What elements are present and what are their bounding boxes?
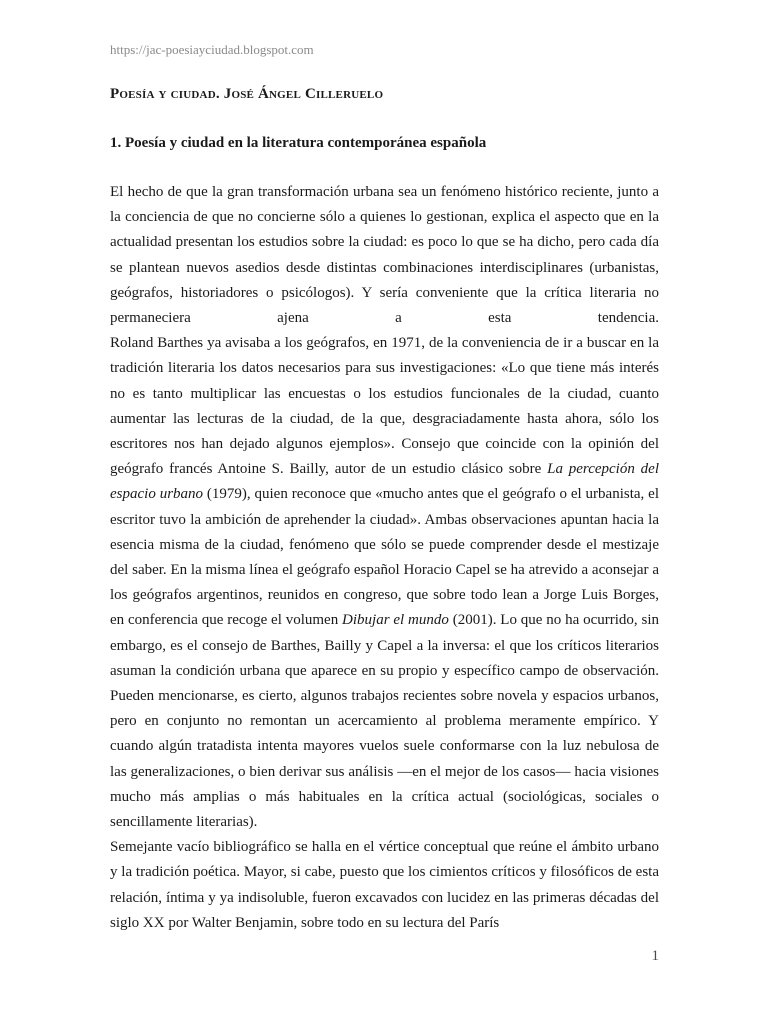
body-text xyxy=(110,180,659,936)
page-number: 1 xyxy=(651,948,659,964)
paragraph-2-text: Roland Barthes ya avisaba a los geógrafos, en 1971, de la conveniencia de ir a buscar en la tradición literaria los datos necesarios para sus investigaciones: «Lo que tiene más interés no es tanto multiplicar las encuestas o los estudios funcionales de la ciudad, cuanto aumentar las lecturas de la ciudad, de la que, desgraciadamente hasta ahora, sólo los escritores nos han dejado algunos ejemplos». Consejo que coincide con la opinión del geógrafo francés Antoine S. Bailly, autor de un estudio clásico sobre xyxy=(110,335,659,478)
source-url[interactable]: https://jac-poesiayciudad.blogspot.com xyxy=(110,42,314,57)
paragraph-1: El hecho de que la gran transformación urbana sea un fenómeno histórico reciente, junto a la conciencia de que no concierne sólo a quienes lo gestionan, explica el aspecto que en la actualidad presentan los estudios sobre la ciudad: es poco lo que se ha dicho, pero cada día se plantean nuevos asedios desde distintas combinaciones interdisciplinares (urbanistas, geógrafos, historiadores o psicólogos). Y sería conveniente que la crítica literaria no permaneciera ajena a esta tendencia. xyxy=(110,184,659,327)
book-title-percepcion: La percepción del espacio urbano xyxy=(110,461,659,503)
paragraph-2-text: (2001). Lo que no ha ocurrido, sin embargo, es el consejo de Barthes, Bailly y Capel a la inversa: el que los críticos literarios asuman la condición urbana que aparece en su propio y específico campo de observación. Pueden mencionarse, es cierto, algunos trabajos recientes sobre novela y espacios urbanos, pero en conjunto no remontan un acercamiento al problema meramente empírico. Y cuando algún tratadista intenta mayores vuelos suele conformarse con la luz nebulosa de las generalizaciones, o bien derivar sus análisis —en el mejor de los casos— hacia visiones mucho más amplias o más habituales en la crítica actual (sociológicas, sociales o sencillamente literarias). xyxy=(110,612,659,831)
paragraph-3: Semejante vacío bibliográfico se halla en el vértice conceptual que reúne el ámbito urbano y la tradición poética. Mayor, si cabe, puesto que los cimientos críticos y filosóficos de esta relación, íntima y ya indisoluble, fueron excavados con lucidez en las primeras décadas del siglo XX por Walter Benjamin, sobre todo en su lectura del París xyxy=(110,839,659,931)
section-heading: 1. Poesía y ciudad en la literatura contemporánea española xyxy=(110,135,487,151)
document-title: Poesía y ciudad. José Ángel Cilleruelo xyxy=(110,86,384,102)
book-title-dibujar: Dibujar el mundo xyxy=(342,612,449,629)
paragraph-2-text: (1979), quien reconoce que «mucho antes que el geógrafo o el urbanista, el escritor tuvo la ambición de aprehender la ciudad». Ambas observaciones apuntan hacia la esencia misma de la ciudad, fenómeno que sólo se puede comprender desde el mestizaje del saber. En la misma línea el geógrafo español Horacio Capel se ha atrevido a aconsejar a los geógrafos argentinos, reunidos en congreso, que sobre todo lean a Jorge Luis Borges, en conferencia que recoge el volumen xyxy=(110,486,659,629)
paragraph-2 xyxy=(110,331,659,835)
